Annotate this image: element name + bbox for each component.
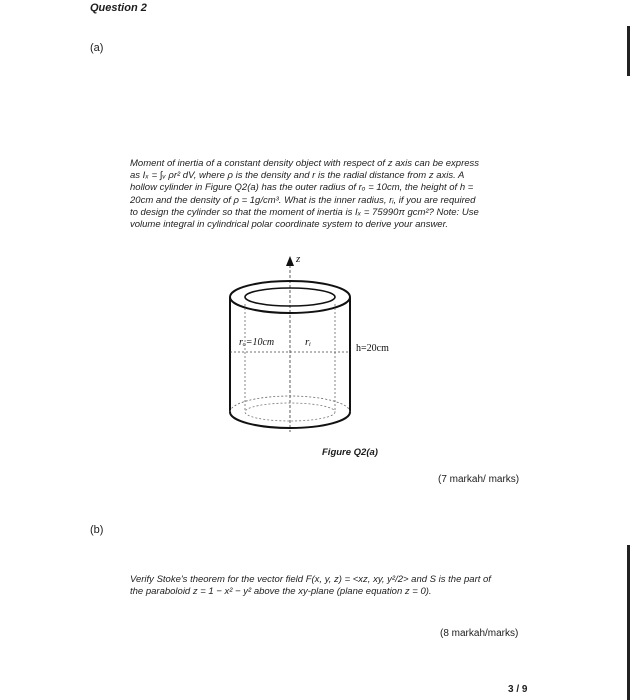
inner-radius-label: rᵢ — [305, 336, 312, 348]
figure-caption: Figure Q2(a) — [322, 447, 378, 458]
part-a-label: (a) — [90, 42, 104, 54]
part-a-line: to design the cylinder so that the moment of inertia is Iₓ = 75990π gcm²? Note: Use — [130, 206, 479, 218]
height-label: h=20cm — [356, 343, 389, 354]
question-title: Question 2 — [90, 2, 147, 14]
part-a-line: Moment of inertia of a constant density object with respect of z axis can be express — [130, 158, 480, 169]
part-b-marks: (8 markah/marks) — [440, 628, 519, 639]
part-a-marks: (7 markah/ marks) — [438, 474, 520, 485]
outer-bottom-back — [230, 396, 350, 412]
part-b-paragraph — [130, 574, 491, 598]
page-number: 3 / 9 — [508, 684, 528, 695]
part-a-line: 20cm and the density of ρ = 1g/cm³. What is the inner radius, rᵢ, if you are required — [130, 194, 476, 206]
part-b-line: the paraboloid z = 1 − x² − y² above the xy-plane (plane equation z = 0). — [130, 586, 432, 598]
part-a-line: volume integral in cylindrical polar coordinate system to derive your answer. — [130, 219, 449, 231]
hollow-cylinder-figure — [210, 252, 410, 442]
part-b-label: (b) — [90, 524, 104, 536]
part-a-line: as Iₓ = ∫ᵥ ρr² dV, where ρ is the density and r is the radial distance from z axis. A — [130, 170, 465, 182]
part-a-line: hollow cylinder in Figure Q2(a) has the outer radius of rₒ = 10cm, the height of h = — [130, 182, 474, 194]
part-a-paragraph — [130, 158, 479, 231]
margin-bar — [627, 545, 630, 700]
part-b-line: Verify Stoke's theorem for the vector field F(x, y, z) = <xz, xy, y²/2> and S is the part of — [130, 574, 491, 585]
z-axis-arrow-icon — [286, 256, 294, 266]
outer-radius-label: rₒ=10cm — [239, 337, 275, 348]
z-axis-label: z — [296, 253, 301, 265]
margin-bar — [627, 26, 630, 76]
